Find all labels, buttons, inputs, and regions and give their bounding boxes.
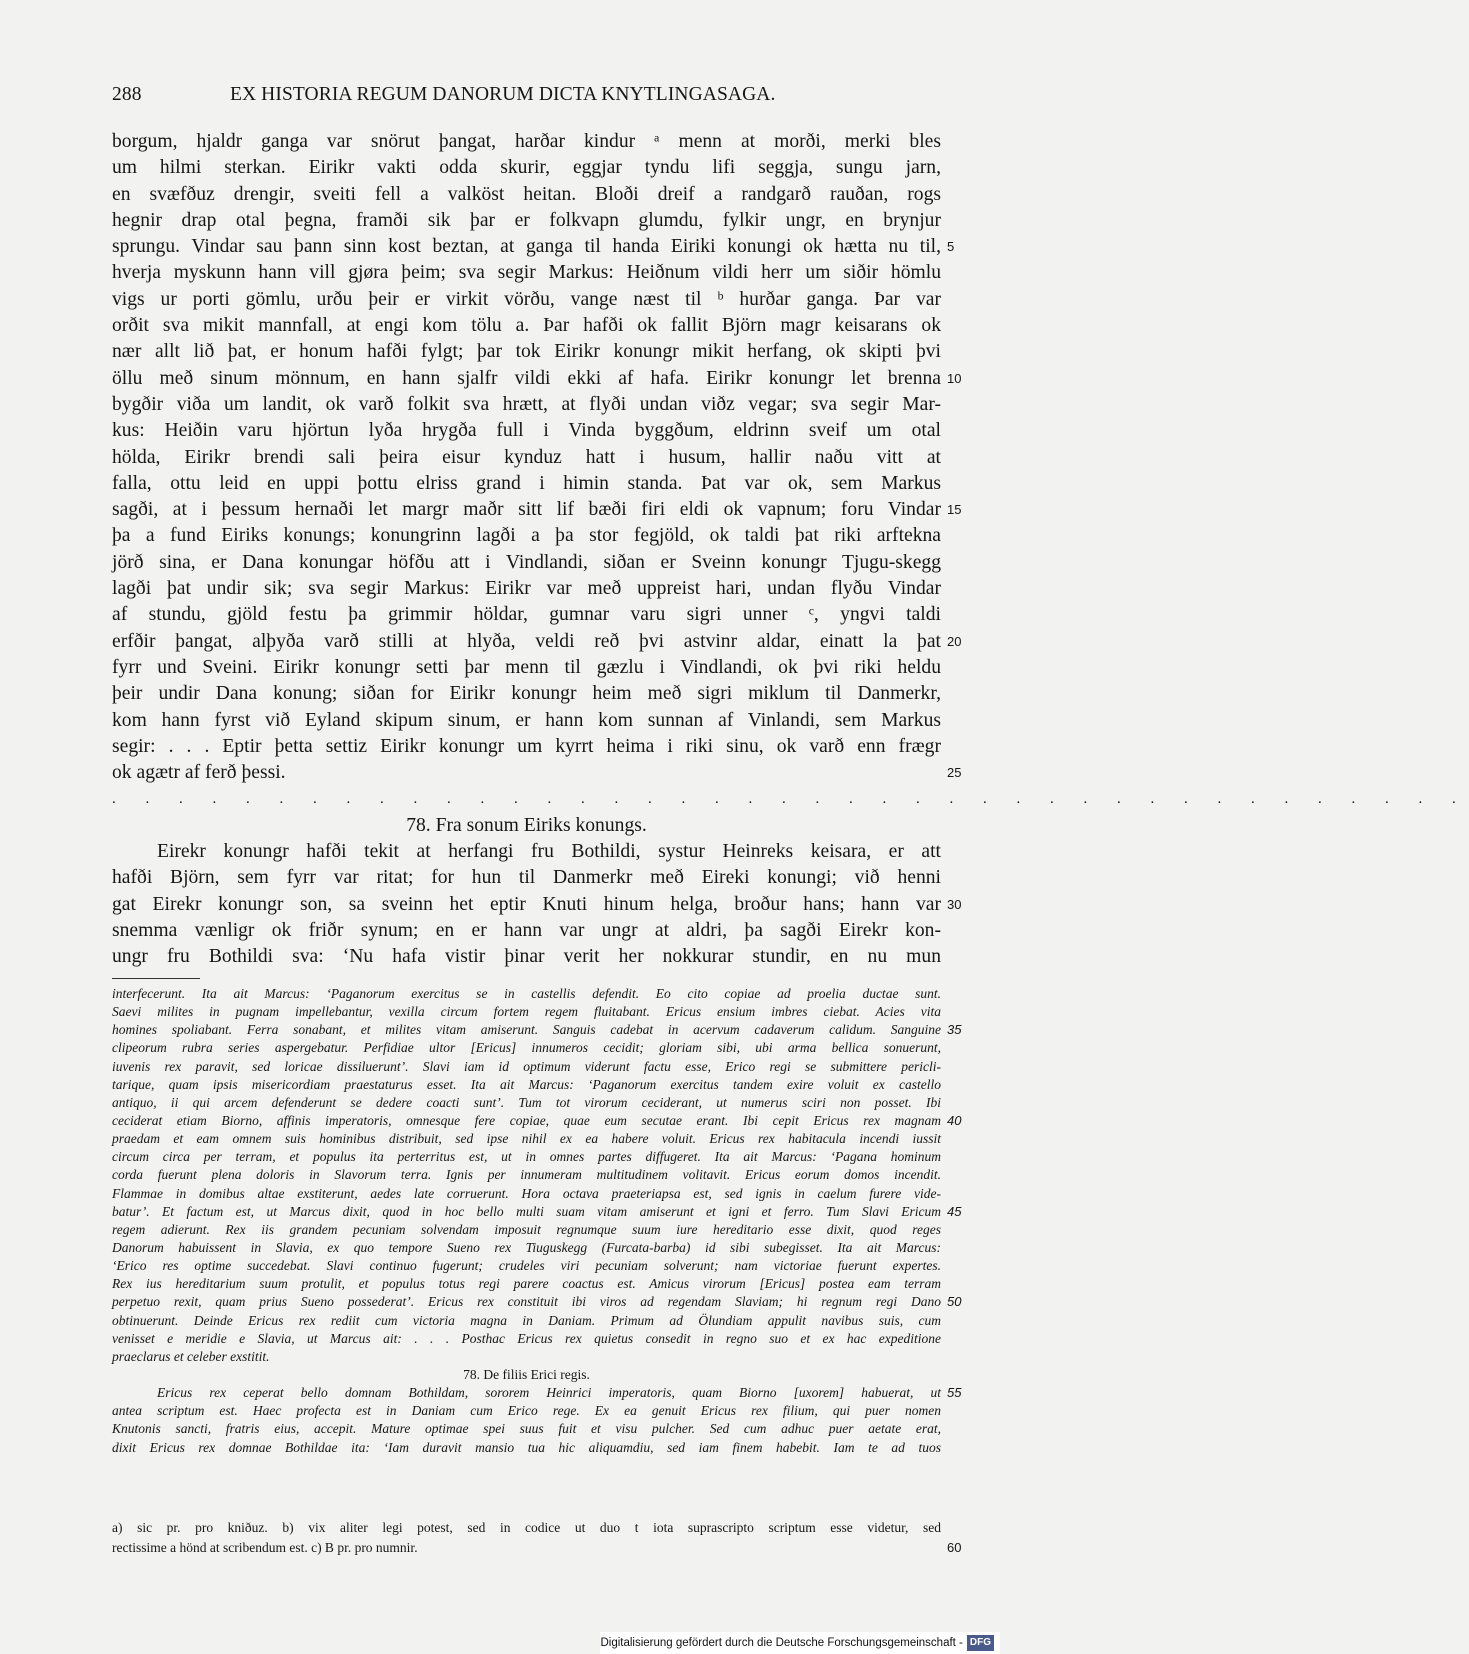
- latin-line-text: venisset e meridie e Slavia, ut Marcus ait: . . . Posthac Ericus rex quietus consedit in regno suo et ex hac expeditione: [112, 1330, 941, 1346]
- line-number: 30: [947, 896, 962, 912]
- norse-line: [112, 182, 941, 208]
- norse-line-text: snemma vænligr ok friðr synum; en er hann var ungr at aldri, þa sagði Eirekr kon-: [112, 919, 941, 941]
- norse-line: [112, 287, 941, 313]
- norse-line: [112, 708, 941, 734]
- dfg-logo: DFG: [967, 1635, 994, 1651]
- norse-line-text: sprungu. Vindar sau þann sinn kost beztan, at ganga til handa Eiriki konungi ok hætta nu til,: [112, 236, 941, 258]
- norse-line-text: ungr fru Bothildi sva: ‘Nu hafa vistir þinar verit her nokkurar stundir, en nu mun: [112, 946, 941, 968]
- norse-line-text: borgum, hjaldr ganga var snörut þangat, harðar kindur ᵃ menn at morði, merki bles: [112, 131, 941, 152]
- norse-line-text: hafði Björn, sem fyrr var ritat; for hun til Danmerkr með Eireki konungi; við henni: [112, 867, 941, 889]
- footnote-separator: [112, 978, 200, 979]
- norse-line: [112, 155, 941, 181]
- latin-line: [112, 1130, 941, 1148]
- latin-line: [112, 1058, 941, 1076]
- latin-line: [112, 1348, 941, 1366]
- norse-line-text: kom hann fyrst við Eyland skipum sinum, er hann kom sunnan af Vinlandi, sem Markus: [112, 709, 941, 731]
- norse-line: [112, 208, 941, 234]
- norse-line: [112, 550, 941, 576]
- latin-line: [112, 1293, 962, 1311]
- latin-line-text: ceciderat etiam Biorno, affinis imperatoris, omnesque fere copiae, quae eum secutae erant. Ibi cepit Ericus rex magnam: [112, 1112, 941, 1128]
- norse-line: [112, 839, 941, 865]
- latin-line: [112, 1148, 941, 1166]
- norse-line-text: gat Eirekr konungr son, sa sveinn het eptir Knuti hinum helga, broður hans; hann var: [112, 893, 941, 915]
- norse-line-text: vigs ur porti gömlu, urðu þeir er virkit vörðu, vange næst til ᵇ hurðar ganga. Þar var: [112, 288, 941, 310]
- line-number: 20: [947, 633, 962, 649]
- norse-line-text: um hilmi sterkan. Eirikr vakti odda skurir, eggjar tyndu lifi seggja, sungu jarn,: [112, 157, 941, 179]
- norse-line-text: hegnir drap otal þegna, framði sik þar er folkvapn glumdu, fylkir ungr, en brynjur: [112, 209, 941, 231]
- latin-line: [112, 1312, 941, 1330]
- norse-line: [112, 655, 941, 681]
- latin-line-text: iuvenis rex paravit, sed loricae dissiluerunt’. Slavi iam id optimum viderunt factu esse, Erico regi se submittere pericli-: [112, 1058, 941, 1074]
- note-line: [112, 1518, 941, 1538]
- latin-line: [112, 1166, 941, 1184]
- latin-line: [112, 1257, 941, 1275]
- note-line-text: rectissime a hönd at scribendum est. c) B pr. pro numnir.: [112, 1540, 418, 1555]
- norse-line: [112, 366, 962, 392]
- latin-line-text: regem adierunt. Rex iis grandem pecuniam solvendam imposuit regnumque suum iure hereditario esse dixit, quod reges: [112, 1221, 941, 1237]
- running-title: EX HISTORIA REGUM DANORUM DICTA KNYTLINGASAGA.: [230, 84, 776, 105]
- norse-line-text: bygðir viða um landit, ok varð folkit sva hrætt, at flyði undan viðz vegar; sva segir Mar-: [112, 393, 941, 415]
- line-number: 5: [947, 239, 955, 255]
- norse-line: [112, 234, 955, 260]
- page-number: 288: [112, 84, 142, 105]
- norse-line: [112, 313, 941, 339]
- norse-line-text: Eirekr konungr hafði tekit at herfangi fru Bothildi, systur Heinreks keisara, er att: [157, 841, 941, 863]
- norse-line: [112, 681, 941, 707]
- latin-line-text: ‘Erico res optime succedebat. Slavi continuo fugerunt; crudeles viri pecuniam solverunt; nam victoriae fuerunt expertes.: [112, 1258, 941, 1274]
- note-line: [112, 1538, 962, 1558]
- latin-line-text: perpetuo rexit, quam prius Sueno possederat’. Ericus rex constituit ibi viros ad regendam Slaviam; hi regnum regi Dano: [112, 1294, 941, 1310]
- norse-line-text: hölda, Eirikr brendi sali þeira eisur kynduz hatt i husum, hallir naðu vitt at: [112, 446, 941, 468]
- latin-line-text: antiquo, ii qui arcem defenderunt se dedere coacti sunt’. Tum tot virorum ceciderant, ut numerus sciri non posset. Ibi: [112, 1094, 941, 1110]
- latin-line: [112, 1203, 962, 1221]
- line-number: 55: [947, 1385, 962, 1401]
- line-number: 25: [947, 765, 962, 781]
- latin-line-text: antea scriptum est. Haec profecta est in Daniam cum Erico rege. Ex ea genuit Ericus rex filium, qui puer nomen: [112, 1403, 941, 1419]
- latin-line-text: tarique, quam ipsis misericordiam praestaturus esset. Ita ait Marcus: ‘Paganorum exercitus tandem exire voluit ex castello: [112, 1076, 941, 1092]
- norse-line: [112, 918, 941, 944]
- note-line-text: a) sic pr. pro kniðuz. b) vix aliter legi potest, sed in codice ut duo t iota suprascripto scriptum esse videtur, sed: [112, 1520, 941, 1535]
- latin-line: [112, 1076, 941, 1094]
- norse-line: [112, 339, 941, 365]
- latin-line: [112, 1384, 962, 1402]
- latin-line: [112, 1185, 941, 1203]
- norse-line-text: ok agætr af ferð þessi.: [112, 762, 286, 784]
- latin-line: [112, 1275, 941, 1293]
- latin-line: [112, 985, 941, 1003]
- latin-line-text: praedam et eam omnem suis hominibus distribuit, sed ipse nihil ex ea habere voluit. Ericus rex habitacula incendi iussit: [112, 1131, 941, 1147]
- norse-line-text: þa a fund Eiriks konungs; konungrinn lagði a þa stor fegjöld, ok taldi þat riki arftekna: [112, 525, 941, 547]
- latin-line-text: dixit Ericus rex domnae Bothildae ita: ‘Iam duravit mansio tua hic aliquamdiu, sed iam finem habebit. Iam te ad tuos: [112, 1439, 941, 1455]
- latin-line: [112, 1330, 941, 1348]
- line-number: 60: [947, 1540, 962, 1555]
- norse-line-text: segir: . . . Eptir þetta settiz Eirikr konungr um kyrrt heima i riki sinu, ok varð enn frægr: [112, 735, 941, 757]
- norse-line: [112, 734, 941, 760]
- apparatus-notes: [112, 1518, 962, 1558]
- digitization-credit: [600, 1632, 1000, 1654]
- norse-line: [112, 418, 941, 444]
- running-header: [112, 84, 820, 112]
- latin-line: [112, 1402, 941, 1420]
- norse-line: [112, 471, 941, 497]
- latin-line-text: obtinuerunt. Deinde Ericus rex rediit cum victoria magna in Daniam. Primum ad Ölundiam appulit navibus suis, cum: [112, 1312, 941, 1328]
- norse-line-text: erfðir þangat, alþyða varð stilli at hlyða, veldi reð þvi astvinr aldar, einatt la þat: [112, 630, 941, 652]
- latin-line: [112, 1003, 941, 1021]
- norse-line-text: 78. Fra sonum Eiriks konungs.: [406, 814, 647, 836]
- line-number: 35: [947, 1022, 962, 1038]
- norse-line: [112, 497, 962, 523]
- norse-line-text: kus: Heiðin varu hjörtun lyða hrygða full i Vinda byggðum, eldrinn sveif um otal: [112, 420, 941, 442]
- norse-line-text: jörð sina, er Dana konungar höfðu att i Vindlandi, siðan er Sveinn konungr Tjugu-skegg: [112, 551, 941, 573]
- norse-line: [112, 813, 941, 839]
- norse-line: [112, 129, 941, 155]
- latin-line-text: Danorum habuissent in Slavia, ex quo tempore Sueno rex Tiuguskegg (Furcata-barba) id sibi subegisset. Ita ait Marcus:: [112, 1239, 941, 1255]
- latin-line: [112, 1439, 941, 1457]
- norse-line: [112, 576, 941, 602]
- latin-line-text: corda fuerunt plena doloris in Slavorum terra. Ignis per innumeram multitudinem volitavit. Ericus eorum domos incendit.: [112, 1167, 941, 1183]
- latin-line: [112, 1239, 941, 1257]
- line-number: 15: [947, 502, 962, 518]
- latin-line: [112, 1112, 962, 1130]
- line-number: 50: [947, 1294, 962, 1310]
- norse-line: [112, 629, 962, 655]
- latin-line: [112, 1039, 941, 1057]
- latin-line-text: batur’. Et factum est, ut Marcus dixit, quod in hoc bello multi suam vitam amiserunt et igni et ferro. Tum Slavi Ericum: [112, 1203, 941, 1219]
- latin-line-text: homines spoliabant. Ferra sonabant, et milites vitam amiserunt. Sanguis cadebat in acervum cadaverum calidum. Sanguine: [112, 1022, 941, 1038]
- norse-line-text: orðit sva mikit mannfall, at engi kom tölu a. Þar hafði ok fallit Björn magr keisarans ok: [112, 315, 941, 337]
- latin-line: [112, 1021, 962, 1039]
- norse-line: [112, 392, 941, 418]
- latin-line: [112, 1094, 941, 1112]
- norse-line: [112, 865, 941, 891]
- norse-line-text: af stundu, gjöld festu þa grimmir höldar, gumnar varu sigri unner ᶜ, yngvi taldi: [112, 604, 941, 626]
- latin-line-text: Flammae in domibus altae exstiterunt, aedes late corruerunt. Hora octava praeteriapsa est, sed ignis in caelum furere vide-: [112, 1185, 941, 1201]
- latin-line-text: Knutonis sancti, fratris eius, accepit. Mature optimae spei suus fuit et visu pulcher. Sed cum adhuc puer aetate erat,: [112, 1421, 941, 1437]
- norse-line-text: fyrr und Sveini. Eirikr konungr setti þar menn til gæzlu i Vindlandi, ok þvi riki heldu: [112, 656, 941, 678]
- latin-line-text: interfecerunt. Ita ait Marcus: ‘Paganorum exercitus se in castellis defendit. Eo cito copiae ad proelia ductae sunt.: [112, 986, 941, 1001]
- norse-line: [112, 523, 941, 549]
- latin-line-text: praeclarus et celeber exstitit.: [112, 1348, 270, 1364]
- norse-line: [112, 602, 941, 628]
- norse-line-text: þeir undir Dana konung; siðan for Eirikr konungr heim með sigri miklum til Danmerkr,: [112, 683, 941, 705]
- latin-line-text: 78. De filiis Erici regis.: [463, 1366, 590, 1382]
- norse-line: [112, 445, 941, 471]
- latin-line-text: Rex ius hereditarium suum protulit, et populus totus regi parere coactus est. Amicus virorum [Ericus] postea eam terram: [112, 1276, 941, 1292]
- norse-line-text: en svæfðuz drengir, sveiti fell a valköst heitan. Bloði dreif a randgarð rauðan, rogs: [112, 183, 941, 205]
- old-norse-text: [112, 129, 1469, 971]
- latin-translation: [112, 985, 962, 1457]
- latin-line: [112, 1221, 941, 1239]
- latin-line-text: clipeorum rubra series aspergebatur. Perfidiae ultor [Ericus] innumeros cecidit; gloriam sibi, ubi arma bellica sonuerunt,: [112, 1040, 941, 1056]
- norse-line: [112, 260, 941, 286]
- norse-line-text: hverja myskunn hann vill gjøra þeim; sva segir Markus: Heiðnum vildi herr um siðir hömlu: [112, 262, 941, 284]
- credit-text: Digitalisierung gefördert durch die Deutsche Forschungsgemeinschaft -: [600, 1637, 963, 1649]
- norse-line: [112, 786, 1469, 812]
- norse-line-text: lagði þat undir sik; sva segir Markus: Eirikr var með uppreist hari, undan flyðu Vindar: [112, 578, 941, 600]
- norse-line-text: sagði, at i þessum hernaði let margr maðr sitt lif bæði firi eldi ok vapnum; foru Vindar: [112, 499, 941, 521]
- norse-line-text: . . . . . . . . . . . . . . . . . . . . . . . . . . . . . . . . . . . . . . . . .: [112, 791, 1469, 808]
- latin-line: [112, 1420, 941, 1438]
- latin-line-text: Saevi milites in pugnam impellebantur, vexilla circum fortem regem fluitabant. Ericus ensium imbres ciebat. Acies vita: [112, 1004, 941, 1020]
- latin-line-text: circum circa per terram, et populus ita perterritus est, ut in omnes partes diffugeret. Ita ait Marcus: ‘Pagana hominum: [112, 1149, 941, 1165]
- line-number: 10: [947, 370, 962, 386]
- norse-line: [112, 944, 941, 970]
- line-number: 40: [947, 1112, 962, 1128]
- norse-line: [112, 892, 962, 918]
- norse-line-text: falla, ottu leid en uppi þottu elriss grand i himin standa. Þat var ok, sem Markus: [112, 472, 941, 494]
- norse-line-text: nær allt lið þat, er honum hafði fylgt; þar tok Eirikr konungr mikit herfang, ok skipti þvi: [112, 341, 941, 363]
- latin-line: [112, 1366, 941, 1384]
- latin-line-text: Ericus rex ceperat bello domnam Bothildam, sororem Heinrici imperatoris, quam Biorno [uxorem] habuerat, ut: [157, 1385, 941, 1401]
- norse-line: [112, 760, 962, 786]
- line-number: 45: [947, 1203, 962, 1219]
- norse-line-text: öllu með sinum mönnum, en hann sjalfr vildi ekki af hafa. Eirikr konungr let brenna: [112, 367, 941, 389]
